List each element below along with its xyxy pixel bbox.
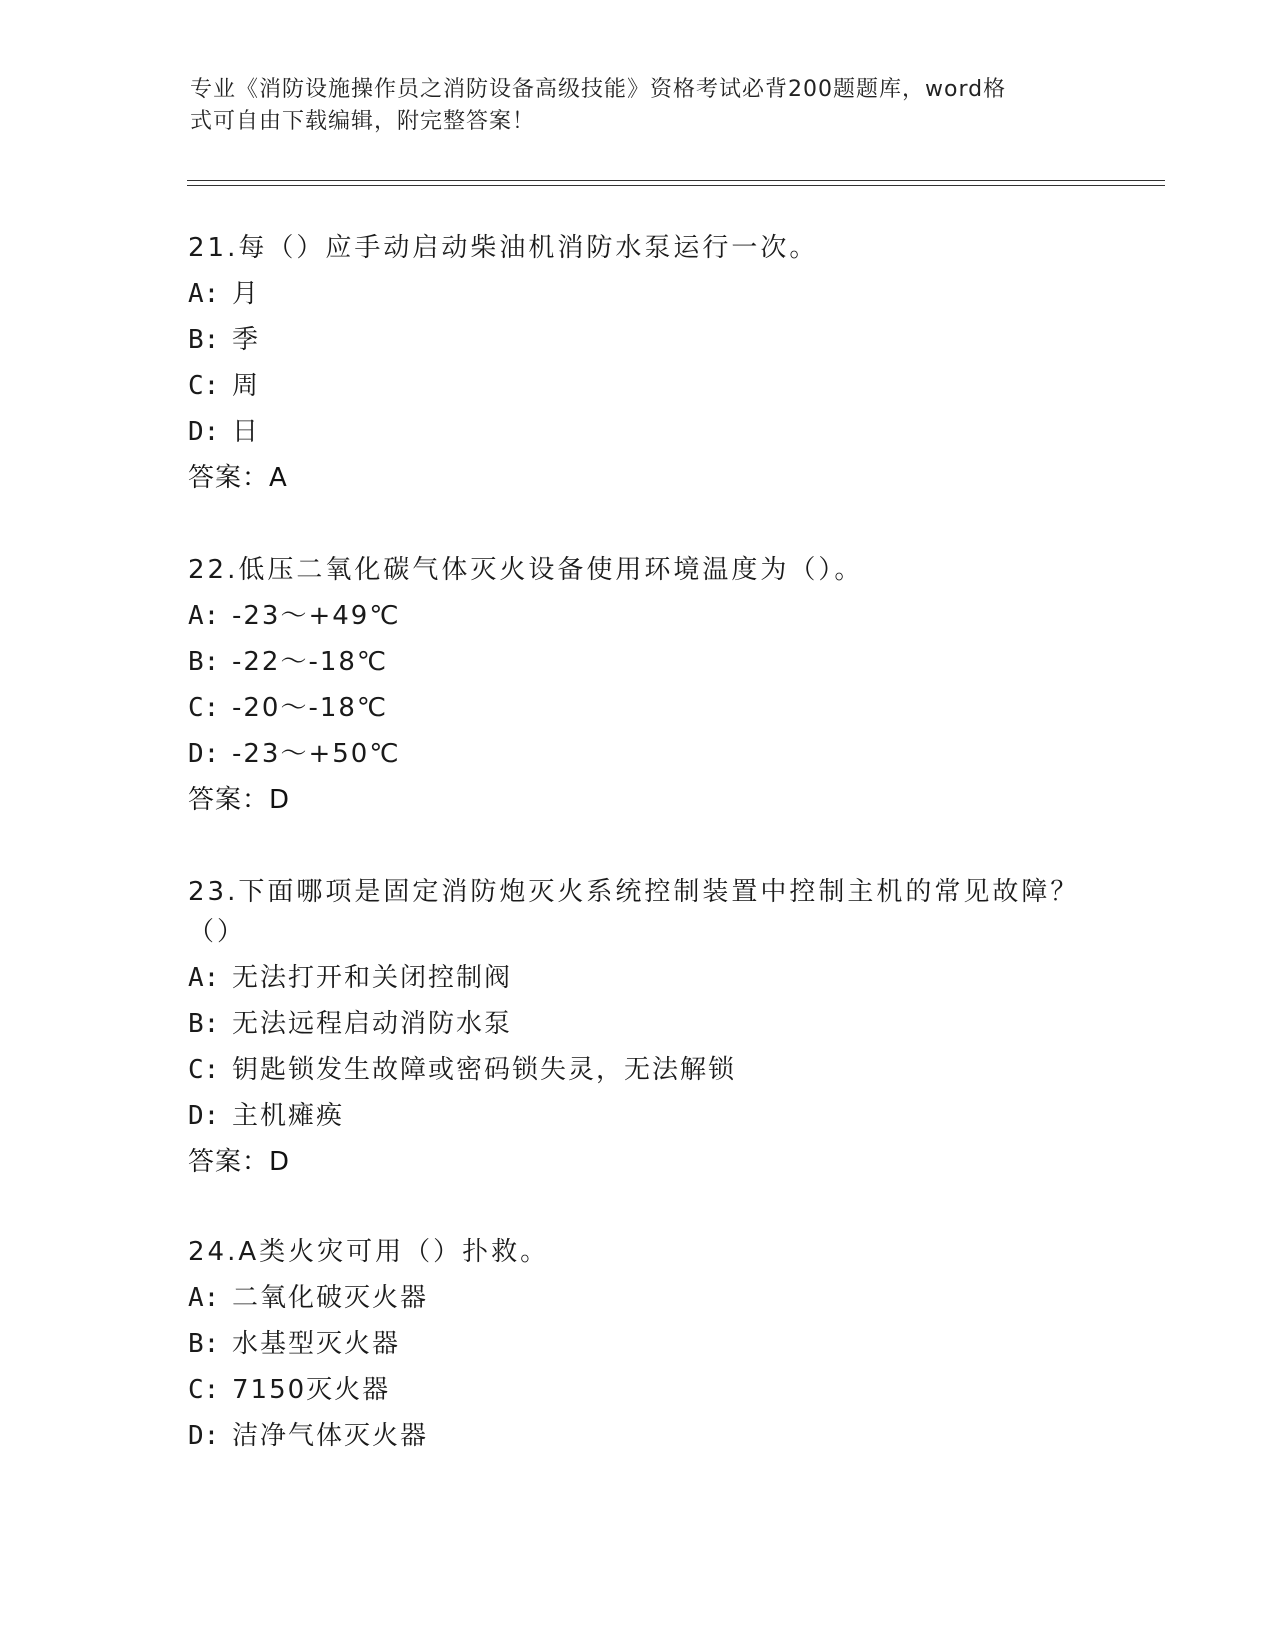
answer-value: D: [269, 785, 291, 815]
option-d: [188, 1100, 1188, 1132]
option-letter: B:: [188, 1009, 220, 1039]
option-text: 水基型灭火器: [232, 1329, 401, 1359]
option-text: -22～-18℃: [232, 647, 389, 677]
option-letter: B:: [188, 647, 220, 677]
option-letter: B:: [188, 1329, 220, 1359]
option-d: [188, 738, 1188, 770]
option-letter: A:: [188, 601, 220, 631]
option-text: -23～+50℃: [232, 739, 401, 769]
option-letter: D:: [188, 1101, 220, 1131]
option-letter: A:: [188, 279, 220, 309]
option-letter: B:: [188, 325, 220, 355]
option-c: [188, 692, 1188, 724]
option-c: [188, 1374, 1188, 1406]
question-21: [188, 232, 1188, 494]
option-text: 7150灭火器: [232, 1375, 391, 1405]
header-divider-bottom: [187, 185, 1165, 186]
question-stem-continued: （）: [188, 917, 247, 947]
option-a: [188, 600, 1188, 632]
option-b: [188, 646, 1188, 678]
option-letter: D:: [188, 1421, 220, 1451]
option-text: 二氧化破灭火器: [232, 1283, 429, 1313]
option-c: [188, 1054, 1188, 1086]
option-letter: A:: [188, 963, 220, 993]
option-letter: C:: [188, 1055, 220, 1085]
option-letter: D:: [188, 417, 220, 447]
question-stem: 21.每（）应手动启动柴油机消防水泵运行一次。: [188, 233, 819, 263]
option-letter: C:: [188, 371, 220, 401]
answer-label: 答案：: [188, 463, 270, 493]
option-d: [188, 416, 1188, 448]
option-a: [188, 278, 1188, 310]
option-text: 周: [232, 371, 261, 401]
option-b: [188, 324, 1188, 356]
option-text: 主机瘫痪: [232, 1101, 345, 1131]
option-d: [188, 1420, 1188, 1452]
question-24: [188, 1236, 1188, 1466]
option-text: 日: [232, 417, 261, 447]
option-text: -20～-18℃: [232, 693, 389, 723]
header-divider-top: [187, 180, 1165, 181]
answer-line: [188, 1146, 1188, 1178]
option-text: 钥匙锁发生故障或密码锁失灵，无法解锁: [232, 1055, 737, 1085]
option-b: [188, 1328, 1188, 1360]
option-c: [188, 370, 1188, 402]
option-letter: C:: [188, 1375, 220, 1405]
option-text: -23～+49℃: [232, 601, 401, 631]
answer-value: D: [269, 1147, 291, 1177]
header-line-2: 式可自由下载编辑，附完整答案！: [190, 109, 536, 134]
option-a: [188, 962, 1188, 994]
option-a: [188, 1282, 1188, 1314]
question-stem: 24.A类火灾可用（）扑救。: [188, 1237, 550, 1267]
document-header: [190, 74, 1080, 138]
question-stem: 23.下面哪项是固定消防炮灭火系统控制装置中控制主机的常见故障？: [188, 877, 1080, 907]
option-letter: D:: [188, 739, 220, 769]
option-text: 月: [232, 279, 261, 309]
header-line-1: 专业《消防设施操作员之消防设备高级技能》资格考试必背200题题库，word格: [190, 77, 1007, 102]
answer-value: A: [269, 463, 288, 493]
question-stem: 22.低压二氧化碳气体灭火设备使用环境温度为（）。: [188, 555, 864, 585]
option-letter: A:: [188, 1283, 220, 1313]
question-22: [188, 554, 1188, 816]
option-text: 季: [232, 325, 261, 355]
option-text: 无法远程启动消防水泵: [232, 1009, 513, 1039]
answer-label: 答案：: [188, 785, 270, 815]
option-letter: C:: [188, 693, 220, 723]
option-text: 洁净气体灭火器: [232, 1421, 429, 1451]
option-b: [188, 1008, 1188, 1040]
option-text: 无法打开和关闭控制阀: [232, 963, 513, 993]
answer-line: [188, 784, 1188, 816]
answer-line: [188, 462, 1188, 494]
answer-label: 答案：: [188, 1147, 270, 1177]
question-23: [188, 876, 1188, 1178]
